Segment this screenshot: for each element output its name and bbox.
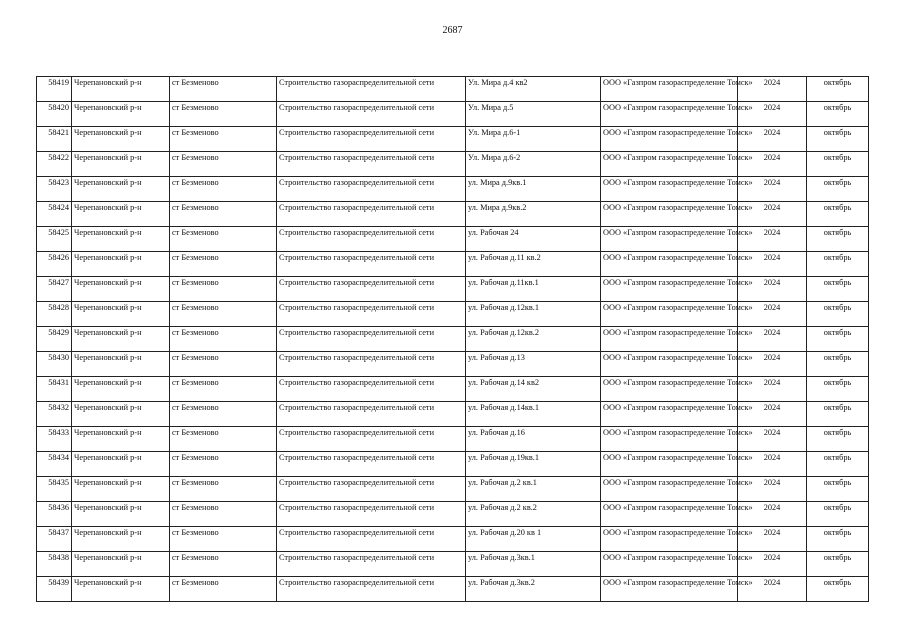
work-type-cell: Строительство газораспределительной сети	[277, 352, 466, 377]
work-type-cell: Строительство газораспределительной сети	[277, 552, 466, 577]
work-type-cell: Строительство газораспределительной сети	[277, 77, 466, 102]
month-cell: октябрь	[807, 302, 869, 327]
work-type-cell: Строительство газораспределительной сети	[277, 477, 466, 502]
district-cell: Черепановский р-н	[72, 427, 170, 452]
address-cell: ул. Рабочая д.11кв.1	[466, 277, 601, 302]
row-number: 58424	[37, 202, 72, 227]
organization-cell: ООО «Газпром газораспределение Томск»	[601, 452, 738, 477]
work-type-cell: Строительство газораспределительной сети	[277, 577, 466, 602]
address-cell: Ул. Мира д.6-2	[466, 152, 601, 177]
year-cell: 2024	[738, 77, 807, 102]
work-type-cell: Строительство газораспределительной сети	[277, 252, 466, 277]
district-cell: Черепановский р-н	[72, 327, 170, 352]
organization-cell: ООО «Газпром газораспределение Томск»	[601, 427, 738, 452]
row-number: 58428	[37, 302, 72, 327]
year-cell: 2024	[738, 352, 807, 377]
table-row	[37, 427, 869, 452]
district-cell: Черепановский р-н	[72, 302, 170, 327]
locality-cell: ст Безменово	[170, 502, 277, 527]
table-row	[37, 177, 869, 202]
locality-cell: ст Безменово	[170, 227, 277, 252]
address-cell: ул. Рабочая д.13	[466, 352, 601, 377]
district-cell: Черепановский р-н	[72, 277, 170, 302]
table-row	[37, 402, 869, 427]
district-cell: Черепановский р-н	[72, 552, 170, 577]
work-type-cell: Строительство газораспределительной сети	[277, 427, 466, 452]
month-cell: октябрь	[807, 427, 869, 452]
work-type-cell: Строительство газораспределительной сети	[277, 102, 466, 127]
year-cell: 2024	[738, 202, 807, 227]
table-row	[37, 127, 869, 152]
locality-cell: ст Безменово	[170, 177, 277, 202]
district-cell: Черепановский р-н	[72, 152, 170, 177]
locality-cell: ст Безменово	[170, 77, 277, 102]
organization-cell: ООО «Газпром газораспределение Томск»	[601, 502, 738, 527]
month-cell: октябрь	[807, 227, 869, 252]
address-cell: ул. Рабочая д.12кв.2	[466, 327, 601, 352]
table-row	[37, 227, 869, 252]
organization-cell: ООО «Газпром газораспределение Томск»	[601, 302, 738, 327]
table-row	[37, 577, 869, 602]
locality-cell: ст Безменово	[170, 402, 277, 427]
year-cell: 2024	[738, 552, 807, 577]
work-type-cell: Строительство газораспределительной сети	[277, 527, 466, 552]
locality-cell: ст Безменово	[170, 277, 277, 302]
organization-cell: ООО «Газпром газораспределение Томск»	[601, 252, 738, 277]
row-number: 58432	[37, 402, 72, 427]
year-cell: 2024	[738, 277, 807, 302]
organization-cell: ООО «Газпром газораспределение Томск»	[601, 552, 738, 577]
row-number: 58434	[37, 452, 72, 477]
month-cell: октябрь	[807, 177, 869, 202]
district-cell: Черепановский р-н	[72, 402, 170, 427]
row-number: 58426	[37, 252, 72, 277]
year-cell: 2024	[738, 527, 807, 552]
work-type-cell: Строительство газораспределительной сети	[277, 452, 466, 477]
address-cell: ул. Рабочая д.20 кв 1	[466, 527, 601, 552]
address-cell: ул. Рабочая д.11 кв.2	[466, 252, 601, 277]
organization-cell: ООО «Газпром газораспределение Томск»	[601, 277, 738, 302]
organization-cell: ООО «Газпром газораспределение Томск»	[601, 152, 738, 177]
month-cell: октябрь	[807, 577, 869, 602]
address-cell: ул. Рабочая д.16	[466, 427, 601, 452]
organization-cell: ООО «Газпром газораспределение Томск»	[601, 327, 738, 352]
row-number: 58437	[37, 527, 72, 552]
district-cell: Черепановский р-н	[72, 577, 170, 602]
table-row	[37, 102, 869, 127]
table-row	[37, 527, 869, 552]
year-cell: 2024	[738, 427, 807, 452]
row-number: 58425	[37, 227, 72, 252]
organization-cell: ООО «Газпром газораспределение Томск»	[601, 527, 738, 552]
month-cell: октябрь	[807, 327, 869, 352]
district-cell: Черепановский р-н	[72, 202, 170, 227]
table-row	[37, 452, 869, 477]
address-cell: ул. Рабочая д.3кв.2	[466, 577, 601, 602]
table-row	[37, 377, 869, 402]
district-cell: Черепановский р-н	[72, 77, 170, 102]
year-cell: 2024	[738, 177, 807, 202]
registry-table	[36, 76, 869, 602]
address-cell: ул. Рабочая 24	[466, 227, 601, 252]
locality-cell: ст Безменово	[170, 477, 277, 502]
year-cell: 2024	[738, 577, 807, 602]
organization-cell: ООО «Газпром газораспределение Томск»	[601, 352, 738, 377]
district-cell: Черепановский р-н	[72, 502, 170, 527]
year-cell: 2024	[738, 452, 807, 477]
district-cell: Черепановский р-н	[72, 252, 170, 277]
year-cell: 2024	[738, 377, 807, 402]
district-cell: Черепановский р-н	[72, 452, 170, 477]
locality-cell: ст Безменово	[170, 427, 277, 452]
year-cell: 2024	[738, 102, 807, 127]
address-cell: ул. Рабочая д.19кв.1	[466, 452, 601, 477]
row-number: 58439	[37, 577, 72, 602]
row-number: 58429	[37, 327, 72, 352]
month-cell: октябрь	[807, 452, 869, 477]
row-number: 58430	[37, 352, 72, 377]
work-type-cell: Строительство газораспределительной сети	[277, 202, 466, 227]
month-cell: октябрь	[807, 102, 869, 127]
organization-cell: ООО «Газпром газораспределение Томск»	[601, 227, 738, 252]
month-cell: октябрь	[807, 202, 869, 227]
locality-cell: ст Безменово	[170, 202, 277, 227]
month-cell: октябрь	[807, 477, 869, 502]
work-type-cell: Строительство газораспределительной сети	[277, 152, 466, 177]
work-type-cell: Строительство газораспределительной сети	[277, 402, 466, 427]
district-cell: Черепановский р-н	[72, 377, 170, 402]
month-cell: октябрь	[807, 277, 869, 302]
row-number: 58427	[37, 277, 72, 302]
row-number: 58420	[37, 102, 72, 127]
month-cell: октябрь	[807, 502, 869, 527]
organization-cell: ООО «Газпром газораспределение Томск»	[601, 377, 738, 402]
work-type-cell: Строительство газораспределительной сети	[277, 377, 466, 402]
table-row	[37, 77, 869, 102]
address-cell: ул. Рабочая д.2 кв.1	[466, 477, 601, 502]
organization-cell: ООО «Газпром газораспределение Томск»	[601, 127, 738, 152]
address-cell: ул. Мира д.9кв.2	[466, 202, 601, 227]
organization-cell: ООО «Газпром газораспределение Томск»	[601, 402, 738, 427]
row-number: 58435	[37, 477, 72, 502]
year-cell: 2024	[738, 477, 807, 502]
district-cell: Черепановский р-н	[72, 227, 170, 252]
row-number: 58433	[37, 427, 72, 452]
locality-cell: ст Безменово	[170, 377, 277, 402]
district-cell: Черепановский р-н	[72, 527, 170, 552]
year-cell: 2024	[738, 252, 807, 277]
month-cell: октябрь	[807, 402, 869, 427]
locality-cell: ст Безменово	[170, 327, 277, 352]
locality-cell: ст Безменово	[170, 577, 277, 602]
table-row	[37, 477, 869, 502]
work-type-cell: Строительство газораспределительной сети	[277, 277, 466, 302]
month-cell: октябрь	[807, 77, 869, 102]
work-type-cell: Строительство газораспределительной сети	[277, 177, 466, 202]
work-type-cell: Строительство газораспределительной сети	[277, 227, 466, 252]
locality-cell: ст Безменово	[170, 252, 277, 277]
work-type-cell: Строительство газораспределительной сети	[277, 502, 466, 527]
organization-cell: ООО «Газпром газораспределение Томск»	[601, 477, 738, 502]
table-row	[37, 252, 869, 277]
address-cell: ул. Рабочая д.14кв.1	[466, 402, 601, 427]
year-cell: 2024	[738, 302, 807, 327]
address-cell: ул. Рабочая д.14 кв2	[466, 377, 601, 402]
month-cell: октябрь	[807, 352, 869, 377]
work-type-cell: Строительство газораспределительной сети	[277, 327, 466, 352]
district-cell: Черепановский р-н	[72, 177, 170, 202]
row-number: 58436	[37, 502, 72, 527]
month-cell: октябрь	[807, 127, 869, 152]
work-type-cell: Строительство газораспределительной сети	[277, 302, 466, 327]
locality-cell: ст Безменово	[170, 352, 277, 377]
year-cell: 2024	[738, 152, 807, 177]
locality-cell: ст Безменово	[170, 552, 277, 577]
locality-cell: ст Безменово	[170, 102, 277, 127]
table-row	[37, 502, 869, 527]
district-cell: Черепановский р-н	[72, 477, 170, 502]
organization-cell: ООО «Газпром газораспределение Томск»	[601, 577, 738, 602]
address-cell: ул. Мира д.9кв.1	[466, 177, 601, 202]
table-row	[37, 152, 869, 177]
address-cell: Ул. Мира д.6-1	[466, 127, 601, 152]
address-cell: ул. Рабочая д.12кв.1	[466, 302, 601, 327]
table-row	[37, 352, 869, 377]
row-number: 58422	[37, 152, 72, 177]
row-number: 58431	[37, 377, 72, 402]
organization-cell: ООО «Газпром газораспределение Томск»	[601, 202, 738, 227]
row-number: 58421	[37, 127, 72, 152]
table-row	[37, 302, 869, 327]
year-cell: 2024	[738, 502, 807, 527]
address-cell: ул. Рабочая д.2 кв.2	[466, 502, 601, 527]
registry-table-body	[37, 77, 869, 602]
locality-cell: ст Безменово	[170, 152, 277, 177]
page-number: 2687	[442, 25, 463, 36]
table-row	[37, 277, 869, 302]
locality-cell: ст Безменово	[170, 527, 277, 552]
year-cell: 2024	[738, 127, 807, 152]
month-cell: октябрь	[807, 152, 869, 177]
organization-cell: ООО «Газпром газораспределение Томск»	[601, 77, 738, 102]
month-cell: октябрь	[807, 377, 869, 402]
work-type-cell: Строительство газораспределительной сети	[277, 127, 466, 152]
year-cell: 2024	[738, 327, 807, 352]
locality-cell: ст Безменово	[170, 302, 277, 327]
row-number: 58438	[37, 552, 72, 577]
row-number: 58423	[37, 177, 72, 202]
locality-cell: ст Безменово	[170, 127, 277, 152]
table-row	[37, 202, 869, 227]
district-cell: Черепановский р-н	[72, 352, 170, 377]
locality-cell: ст Безменово	[170, 452, 277, 477]
organization-cell: ООО «Газпром газораспределение Томск»	[601, 177, 738, 202]
address-cell: ул. Рабочая д.3кв.1	[466, 552, 601, 577]
table-row	[37, 327, 869, 352]
year-cell: 2024	[738, 402, 807, 427]
address-cell: Ул. Мира д.4 кв2	[466, 77, 601, 102]
year-cell: 2024	[738, 227, 807, 252]
month-cell: октябрь	[807, 552, 869, 577]
district-cell: Черепановский р-н	[72, 127, 170, 152]
address-cell: Ул. Мира д.5	[466, 102, 601, 127]
month-cell: октябрь	[807, 252, 869, 277]
table-row	[37, 552, 869, 577]
month-cell: октябрь	[807, 527, 869, 552]
organization-cell: ООО «Газпром газораспределение Томск»	[601, 102, 738, 127]
row-number: 58419	[37, 77, 72, 102]
district-cell: Черепановский р-н	[72, 102, 170, 127]
